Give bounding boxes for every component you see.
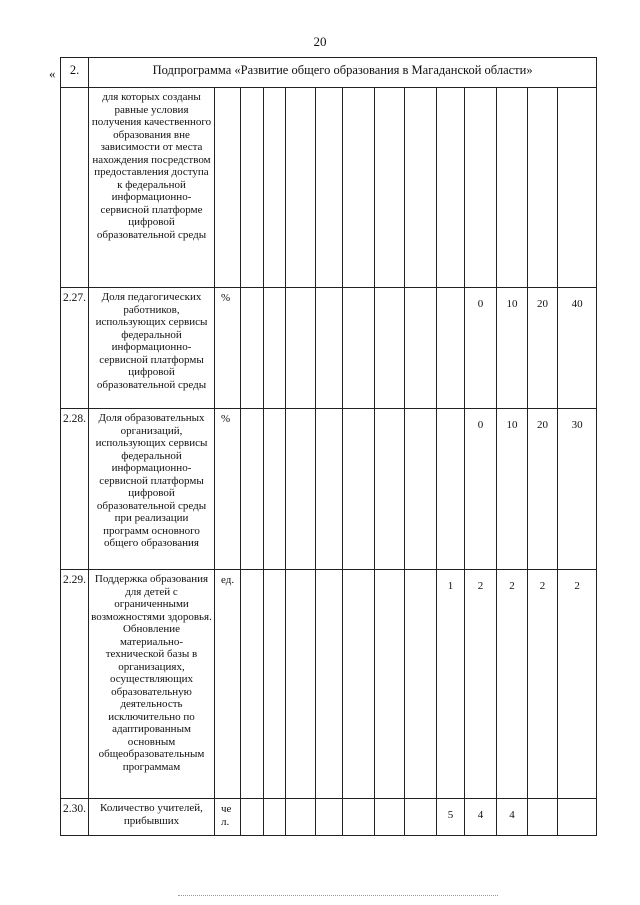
row-value — [264, 288, 286, 409]
row-value — [343, 799, 375, 836]
row-value — [405, 570, 437, 799]
row-unit: ед. — [215, 570, 241, 799]
row-value: 20 — [528, 409, 558, 570]
row-value — [405, 88, 437, 288]
section-number: 2. — [61, 58, 89, 88]
row-value — [375, 88, 405, 288]
row-value — [405, 409, 437, 570]
row-value: 30 — [558, 409, 597, 570]
row-value — [528, 88, 558, 288]
row-number: 2.29. — [61, 570, 89, 799]
row-value — [316, 409, 343, 570]
row-value: 1 — [437, 570, 465, 799]
row-unit: че л. — [215, 799, 241, 836]
section-title: Подпрограмма «Развитие общего образования в Магаданской области» — [89, 58, 597, 88]
row-value — [437, 409, 465, 570]
row-unit: % — [215, 409, 241, 570]
row-value — [241, 88, 264, 288]
row-value — [558, 799, 597, 836]
row-value — [343, 570, 375, 799]
row-value — [497, 88, 528, 288]
opening-quote: « — [49, 66, 56, 81]
row-value: 0 — [465, 288, 497, 409]
row-value — [316, 288, 343, 409]
row-value — [343, 88, 375, 288]
row-value — [286, 88, 316, 288]
row-value — [405, 799, 437, 836]
row-value — [528, 799, 558, 836]
row-value — [264, 409, 286, 570]
row-description: для которых созданы равные условия получения качественного образования вне зависимости от места нахождения посредством предоставления доступа к федеральной информационно-сервисной платформе цифровой образовательной среды — [89, 88, 215, 288]
indicators-table — [60, 57, 597, 836]
row-description: Доля педагогических работников, использующих сервисы федеральной информационно-сервисной платформы цифровой образовательной среды — [89, 288, 215, 409]
row-value — [241, 570, 264, 799]
row-value: 2 — [528, 570, 558, 799]
row-value — [241, 799, 264, 836]
row-number — [61, 88, 89, 288]
row-value — [437, 288, 465, 409]
table-row — [61, 288, 597, 409]
row-value — [316, 88, 343, 288]
row-value — [286, 288, 316, 409]
row-value — [286, 409, 316, 570]
row-value — [241, 409, 264, 570]
row-value — [286, 570, 316, 799]
page-number: 20 — [313, 34, 327, 49]
row-value: 20 — [528, 288, 558, 409]
row-description: Поддержка образования для детей с ограниченными возможностями здоровья. Обновление материально-технической базы в организациях, осуществляющих образовательную деятельность исключительно по адаптированным основным общеобразовательным программам — [89, 570, 215, 799]
row-value — [405, 288, 437, 409]
row-value — [375, 799, 405, 836]
row-value: 2 — [465, 570, 497, 799]
row-number: 2.27. — [61, 288, 89, 409]
row-value — [264, 88, 286, 288]
row-value — [241, 288, 264, 409]
row-value — [264, 799, 286, 836]
section-header-row — [61, 58, 597, 88]
table-row — [61, 570, 597, 799]
row-description: Доля образовательных организаций, использующих сервисы федеральной информационно-сервисной платформы цифровой образовательной среды при реализации программ основного общего образования — [89, 409, 215, 570]
row-value: 2 — [558, 570, 597, 799]
row-value — [437, 88, 465, 288]
row-value: 2 — [497, 570, 528, 799]
row-value — [316, 799, 343, 836]
row-value — [286, 799, 316, 836]
row-value — [343, 288, 375, 409]
row-value: 0 — [465, 409, 497, 570]
table-row — [61, 409, 597, 570]
row-unit — [215, 88, 241, 288]
row-value — [343, 409, 375, 570]
row-value: 4 — [465, 799, 497, 836]
row-value: 4 — [497, 799, 528, 836]
row-value — [375, 570, 405, 799]
row-description: Количество учителей, прибывших — [89, 799, 215, 836]
row-value — [375, 288, 405, 409]
row-value: 5 — [437, 799, 465, 836]
row-value — [375, 409, 405, 570]
row-value — [316, 570, 343, 799]
row-value — [465, 88, 497, 288]
row-unit: % — [215, 288, 241, 409]
row-value: 10 — [497, 409, 528, 570]
scan-artifact-line — [178, 895, 498, 896]
row-value — [558, 88, 597, 288]
row-value — [264, 570, 286, 799]
row-number: 2.28. — [61, 409, 89, 570]
row-value: 40 — [558, 288, 597, 409]
table-row — [61, 88, 597, 288]
row-number: 2.30. — [61, 799, 89, 836]
table-row — [61, 799, 597, 836]
row-value: 10 — [497, 288, 528, 409]
